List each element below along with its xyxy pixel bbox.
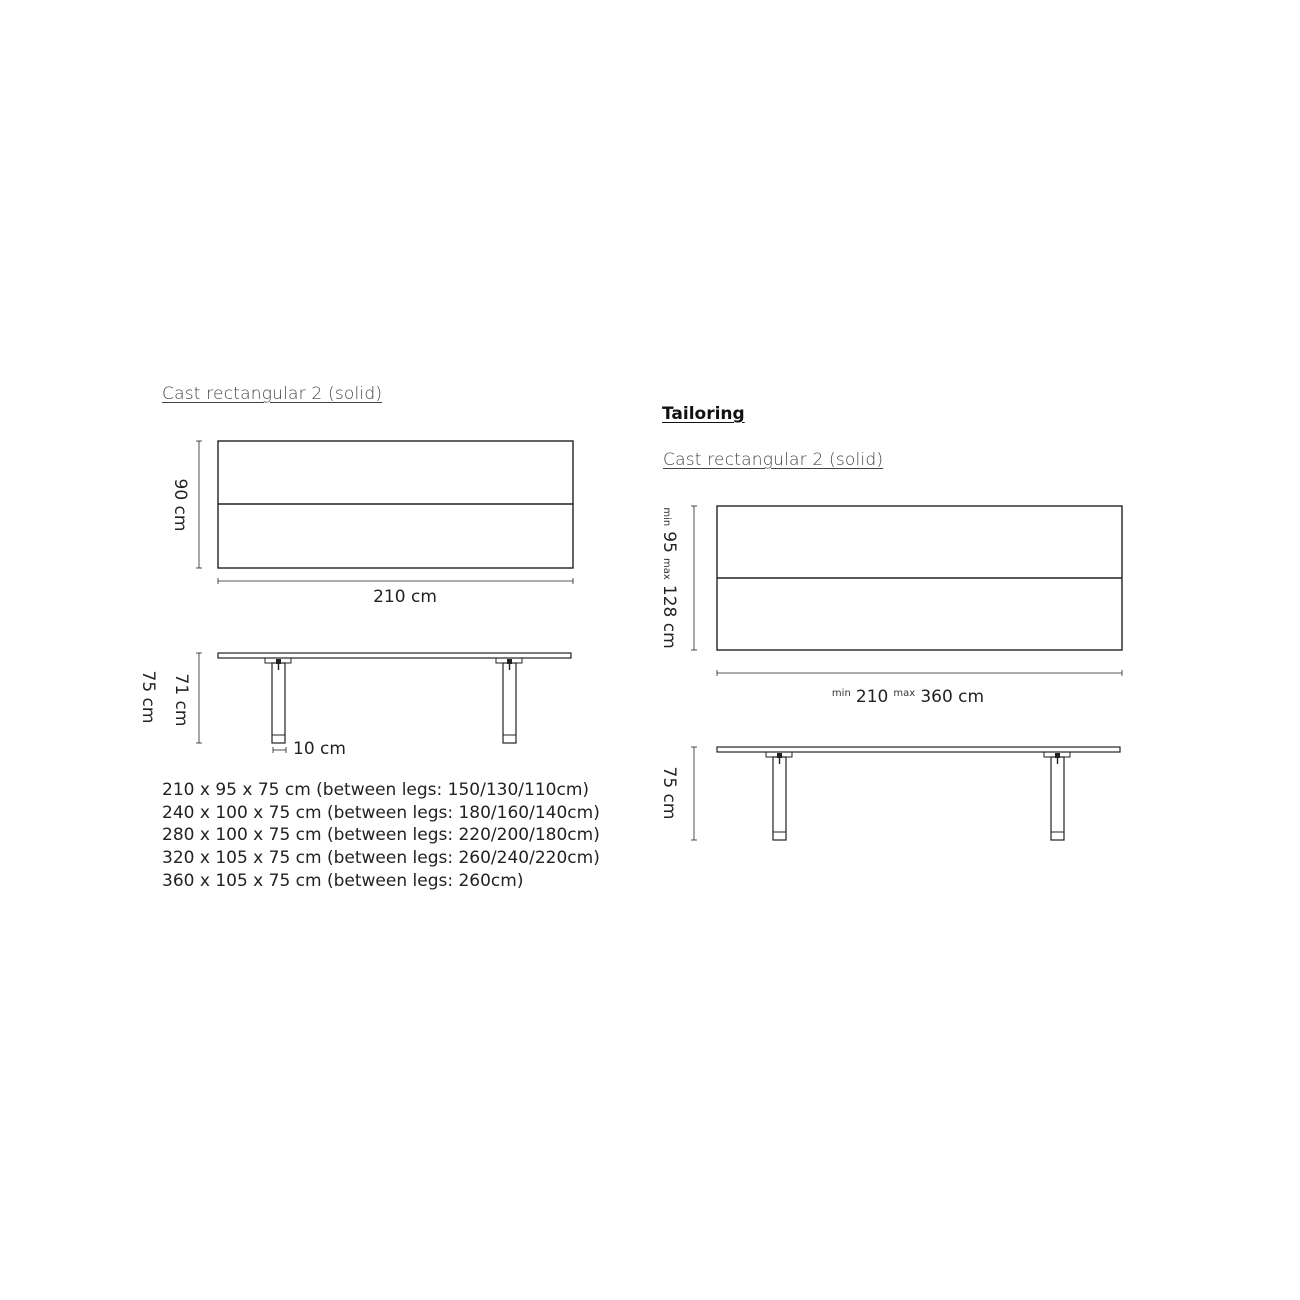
left-side-view bbox=[196, 653, 571, 753]
right-side-tabletop bbox=[717, 747, 1120, 752]
tailoring-heading: Tailoring bbox=[662, 404, 745, 424]
left-leg-width-dimension-line bbox=[273, 747, 286, 753]
right-side-leg-1 bbox=[766, 752, 792, 840]
spec-line: 240 x 100 x 75 cm (between legs: 180/160/140cm) bbox=[162, 802, 600, 823]
left-leg-height-label: 71 cm bbox=[171, 673, 191, 727]
right-depth-label bbox=[659, 507, 679, 648]
depth-min-prefix: min bbox=[661, 507, 672, 527]
depth-max-prefix: max bbox=[661, 558, 672, 580]
left-length-label: 210 cm bbox=[373, 587, 437, 607]
right-length-label bbox=[832, 687, 984, 707]
left-side-leg-1 bbox=[265, 658, 291, 743]
length-max-prefix: max bbox=[893, 688, 916, 699]
left-specs-list bbox=[162, 779, 600, 893]
left-top-view bbox=[196, 441, 573, 584]
right-depth-dimension-line bbox=[691, 506, 697, 650]
length-max-value: 360 cm bbox=[920, 687, 985, 707]
left-depth-dimension-line bbox=[196, 441, 202, 568]
right-length-dimension-line bbox=[717, 670, 1122, 676]
right-side-view bbox=[691, 747, 1120, 840]
spec-line: 320 x 105 x 75 cm (between legs: 260/240/220cm) bbox=[162, 848, 600, 869]
left-section-title: Cast rectangular 2 (solid) bbox=[162, 384, 383, 404]
spec-line: 280 x 100 x 75 cm (between legs: 220/200/180cm) bbox=[162, 825, 600, 846]
depth-max-value: 128 cm bbox=[659, 584, 679, 649]
depth-min-value: 95 bbox=[659, 531, 679, 553]
left-side-leg-2 bbox=[496, 658, 522, 743]
left-length-dimension-line bbox=[218, 578, 573, 584]
length-min-value: 210 bbox=[855, 687, 889, 707]
left-leg-width-label: 10 cm bbox=[293, 739, 346, 759]
spec-line: 210 x 95 x 75 cm (between legs: 150/130/110cm) bbox=[162, 780, 590, 800]
right-side-leg-2 bbox=[1044, 752, 1070, 840]
left-side-height-dimension-line bbox=[196, 653, 202, 743]
left-side-tabletop bbox=[218, 653, 571, 658]
right-side-height-dimension-line bbox=[691, 747, 697, 840]
right-section-title: Cast rectangular 2 (solid) bbox=[663, 450, 884, 470]
length-min-prefix: min bbox=[831, 688, 851, 699]
left-depth-label: 90 cm bbox=[170, 478, 190, 532]
right-top-view bbox=[691, 506, 1122, 676]
spec-line: 360 x 105 x 75 cm (between legs: 260cm) bbox=[162, 870, 524, 891]
right-height-label: 75 cm bbox=[659, 766, 679, 820]
left-height-label: 75 cm bbox=[138, 670, 158, 724]
